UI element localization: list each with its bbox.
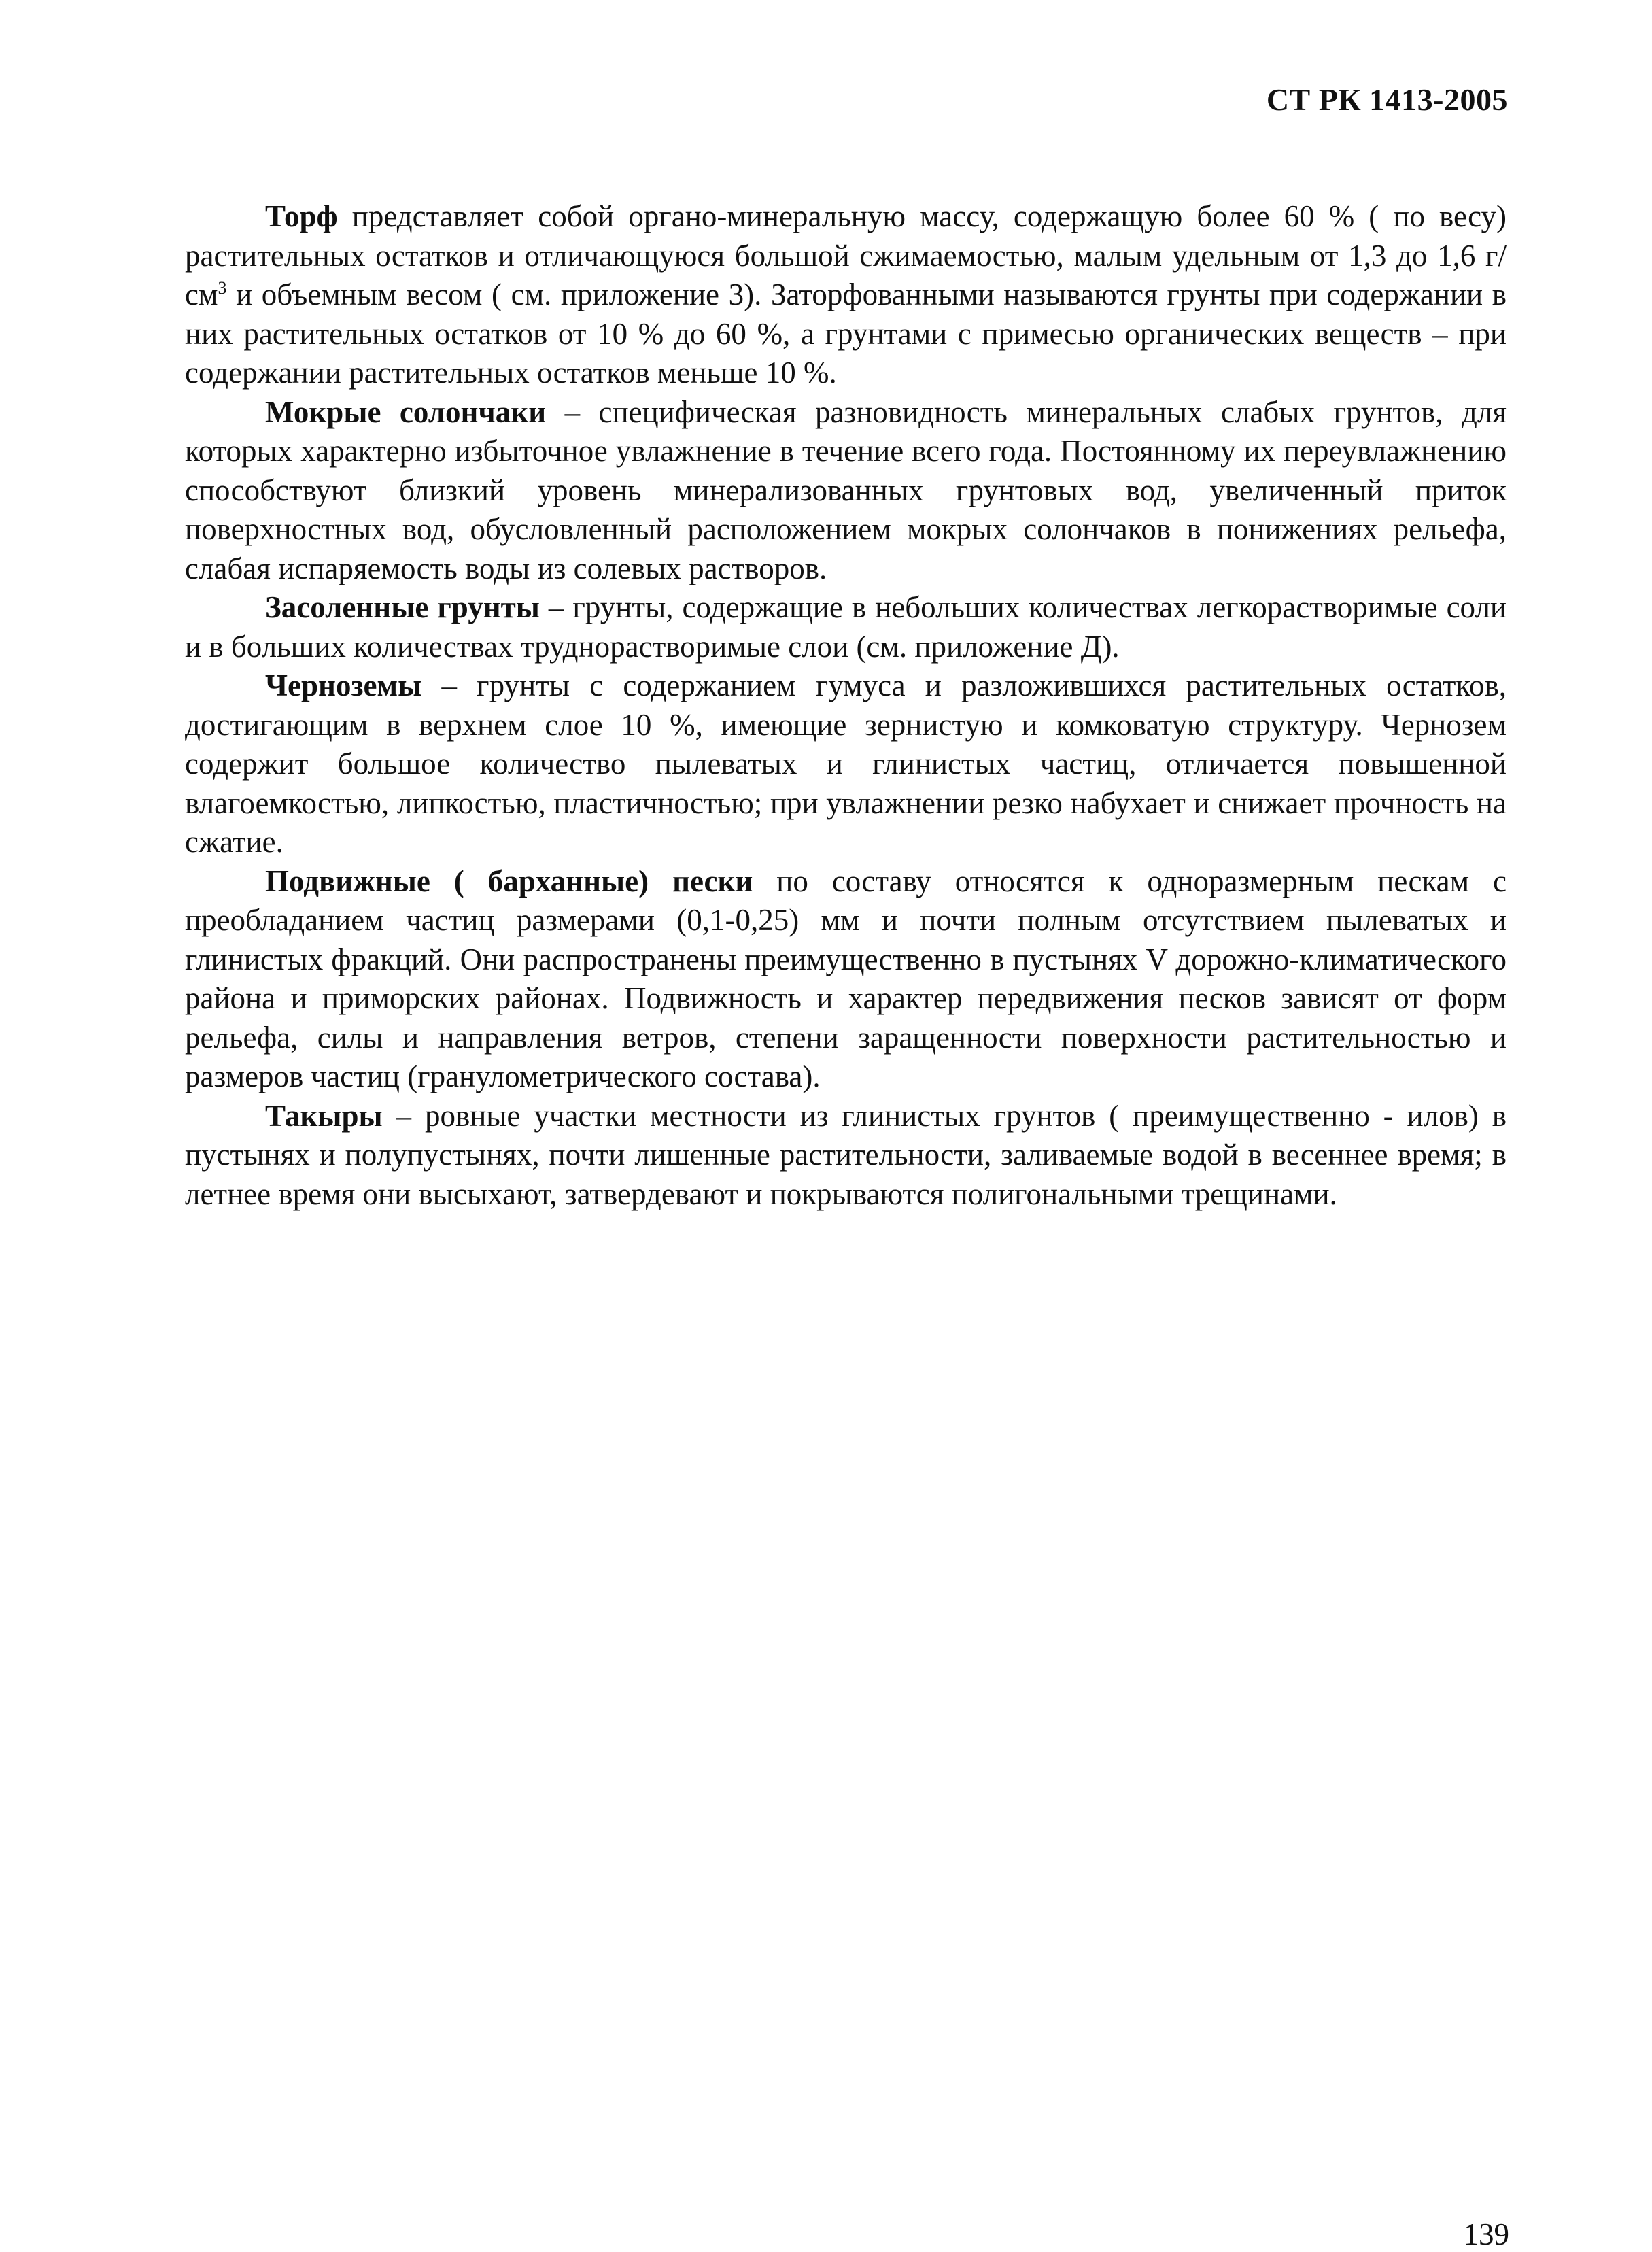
definition-saline-soils: – грунты, содержащие в небольших количествах легкорастворимые соли и в больших количествах труднорастворимые слои (см. приложение Д). [185,590,1507,664]
definition-chernozems: – грунты с содержанием гумуса и разложившихся растительных остатков, достигающим в верхнем слое 10 %, имеющие зернистую и комковатую структуру. Чернозем содержит большое количество пылеватых и глинистых частиц, отличается повышенной влагоемкостью, липкостью, пластичностью; при увлажнении резко набухает и снижает прочность на сжатие. [185,668,1507,859]
term-peat: Торф [265,199,338,233]
term-mobile-sands: Подвижные ( барханные) пески [265,864,753,898]
term-takyrs: Такыры [265,1098,383,1133]
term-saline-soils: Засоленные грунты [265,590,540,624]
paragraph-chernozems [185,666,1507,862]
paragraph-mobile-sands [185,862,1507,1097]
superscript-cube: 3 [218,278,227,298]
term-chernozems: Черноземы [265,668,422,702]
definition-mobile-sands: по составу относятся к одноразмерным пескам с преобладанием частиц размерами (0,1-0,25) мм и почти полным отсутствием пылеватых и глинистых фракций. Они распространены преимущественно в пустынях V дорожно-климатического района и приморских районах. Подвижность и характер передвижения песков зависят от форм рельефа, силы и направления ветров, степени заращенности поверхности растительностью и размеров частиц (гранулометрического состава). [185,864,1507,1093]
page-number: 139 [1463,2217,1509,2251]
paragraph-peat [185,197,1507,393]
definition-peat-part2: и объемным весом ( см. приложение 3). Заторфованными называются грунты при содержании в них растительных остатков от 10 % до 60 %, а грунтами с примесью органических веществ – при содержании растительных остатков меньше 10 %. [185,277,1507,390]
document-code: СТ РК 1413-2005 [1266,82,1508,117]
term-wet-solonchaks: Мокрые солончаки [265,394,547,429]
definition-wet-solonchaks: – специфическая разновидность минеральных слабых грунтов, для которых характерно избыточное увлажнение в течение всего года. Постоянному их переувлажнению способствуют близкий уровень минерализованных грунтовых вод, увеличенный приток поверхностных вод, обусловленный расположением мокрых солончаков в понижениях рельефа, слабая испаряемость воды из солевых растворов. [185,394,1507,585]
paragraph-wet-solonchaks [185,393,1507,589]
definition-takyrs: – ровные участки местности из глинистых грунтов ( преимущественно - илов) в пустынях и полупустынях, почти лишенные растительности, заливаемые водой в весеннее время; в летнее время они высыхают, затвердевают и покрываются полигональными трещинами. [185,1098,1507,1211]
paragraph-saline-soils [185,588,1507,666]
paragraph-takyrs [185,1097,1507,1214]
definition-peat-part1: представляет собой органо-минеральную массу, содержащую более 60 % ( по весу) растительных остатков и отличающуюся большой сжимаемостью, малым удельным от 1,3 до 1,6 г/см [185,199,1507,311]
body-text [185,197,1507,1214]
